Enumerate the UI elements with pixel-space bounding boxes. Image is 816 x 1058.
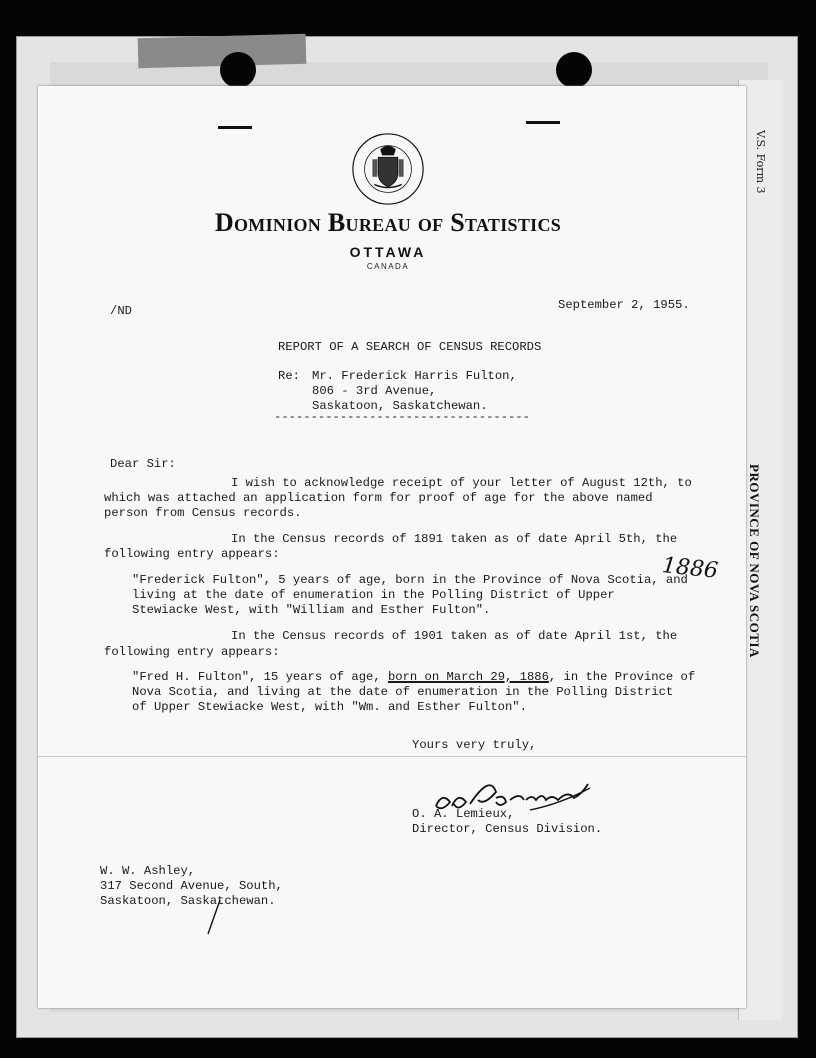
letterhead-city: OTTAWA — [349, 244, 427, 260]
cc-street: 317 Second Avenue, South, — [100, 879, 283, 893]
recipient-city: Saskatoon, Saskatchewan. — [312, 399, 488, 413]
entry1-line1: "Frederick Fulton", 5 years of age, born in the Province of Nova Scotia, and — [132, 573, 688, 587]
entry2-line1-start: "Fred H. Fulton", 15 years of age, — [132, 670, 388, 684]
salutation: Dear Sir: — [110, 457, 176, 471]
signer-name: O. A. Lemieux, — [412, 807, 515, 821]
para1-line1: I wish to acknowledge receipt of your letter of August 12th, to — [231, 476, 692, 490]
para3-line2: following entry appears: — [104, 645, 280, 659]
letter-date: September 2, 1955. — [558, 298, 690, 312]
birthdate-underlined: born on March 29, 1886 — [387, 670, 549, 684]
entry2-line2: Nova Scotia, and living at the date of enumeration in the Polling District — [132, 685, 674, 699]
entry2-line3: of Upper Stewiacke West, with "Wm. and Esther Fulton". — [132, 700, 527, 714]
form-number-label: V.S. Form 3 — [754, 130, 767, 194]
cc-city: Saskatoon, Saskatchewan. — [100, 894, 276, 908]
reference-code: /ND — [110, 304, 132, 318]
para1-line3: person from Census records. — [104, 506, 302, 520]
entry2-line1 — [132, 670, 695, 685]
entry1-line3: Stewiacke West, with "William and Esther Fulton". — [132, 603, 491, 617]
punch-hole-left — [220, 52, 256, 88]
recipient-name: Mr. Frederick Harris Fulton, — [312, 369, 517, 383]
filing-mark-left — [218, 126, 252, 129]
government-seal — [349, 130, 427, 208]
entry2-line1-end: , in the Province of — [548, 670, 696, 684]
organization-heading: Dominion Bureau of Statistics — [214, 208, 562, 237]
para2-line1: In the Census records of 1891 taken as of date April 5th, the — [231, 532, 678, 546]
handwritten-year-note: 1886 — [660, 553, 720, 584]
subject-line: REPORT OF A SEARCH OF CENSUS RECORDS — [278, 340, 542, 354]
filing-mark-right — [526, 121, 560, 124]
entry1-line2: living at the date of enumeration in the Polling District of Upper — [132, 588, 615, 602]
separator-line: ----------------------------------- — [274, 410, 530, 424]
closing: Yours very truly, — [412, 738, 537, 752]
para3-line1: In the Census records of 1901 taken as of date April 1st, the — [231, 629, 678, 643]
para1-line2: which was attached an application form for proof of age for the above named — [104, 491, 653, 505]
recipient-street: 806 - 3rd Avenue, — [312, 384, 437, 398]
fold-line — [38, 756, 746, 757]
signer-title: Director, Census Division. — [412, 822, 603, 836]
para2-line2: following entry appears: — [104, 547, 280, 561]
cc-name: W. W. Ashley, — [100, 864, 196, 878]
pen-stroke-mark — [206, 898, 222, 936]
re-label: Re: — [278, 369, 300, 383]
punch-hole-right — [556, 52, 592, 88]
letterhead-country: CANADA — [366, 262, 410, 271]
province-label: PROVINCE OF NOVA SCOTIA — [747, 464, 762, 658]
